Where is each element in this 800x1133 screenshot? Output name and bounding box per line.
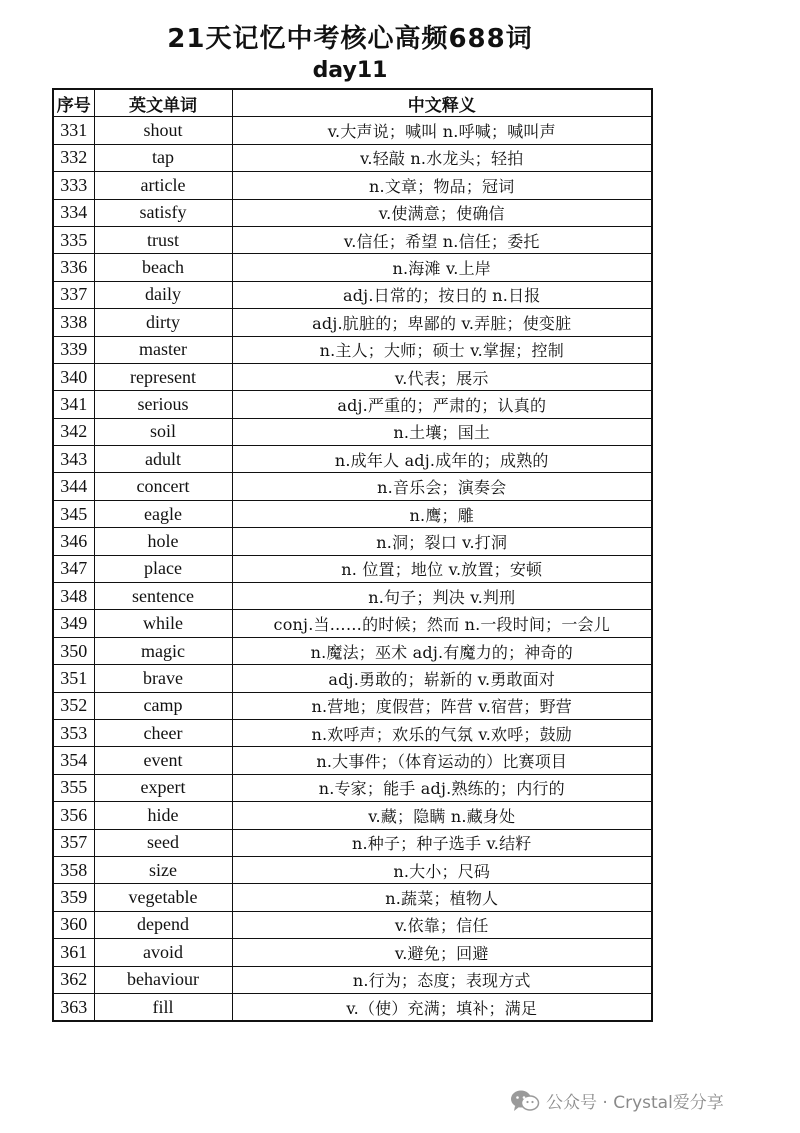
chinese-meaning: n.鹰；雕 bbox=[232, 500, 652, 527]
row-number: 350 bbox=[53, 637, 94, 664]
row-number: 341 bbox=[53, 391, 94, 418]
english-word: soil bbox=[94, 418, 232, 445]
chinese-meaning: n.海滩 v.上岸 bbox=[232, 254, 652, 281]
chinese-meaning: conj.当……的时候；然而 n.一段时间；一会儿 bbox=[232, 610, 652, 637]
row-number: 334 bbox=[53, 199, 94, 226]
table-row bbox=[53, 473, 652, 500]
english-word: beach bbox=[94, 254, 232, 281]
row-number: 344 bbox=[53, 473, 94, 500]
english-word: shout bbox=[94, 117, 232, 144]
table-row bbox=[53, 665, 652, 692]
chinese-meaning: n.欢呼声；欢乐的气氛 v.欢呼；鼓励 bbox=[232, 719, 652, 746]
chinese-meaning: v.（使）充满；填补；满足 bbox=[232, 993, 652, 1021]
english-word: represent bbox=[94, 363, 232, 390]
english-word: master bbox=[94, 336, 232, 363]
english-word: adult bbox=[94, 446, 232, 473]
row-number: 353 bbox=[53, 719, 94, 746]
row-number: 358 bbox=[53, 856, 94, 883]
table-row bbox=[53, 993, 652, 1021]
table-row bbox=[53, 446, 652, 473]
row-number: 352 bbox=[53, 692, 94, 719]
chinese-meaning: v.大声说；喊叫 n.呼喊；喊叫声 bbox=[232, 117, 652, 144]
chinese-meaning: n.洞；裂口 v.打洞 bbox=[232, 528, 652, 555]
chinese-meaning: adj.日常的；按日的 n.日报 bbox=[232, 281, 652, 308]
table-row bbox=[53, 336, 652, 363]
chinese-meaning: v.依靠；信任 bbox=[232, 911, 652, 938]
english-word: behaviour bbox=[94, 966, 232, 993]
table-row bbox=[53, 747, 652, 774]
header-number: 序号 bbox=[53, 89, 94, 117]
table-body bbox=[53, 117, 652, 1021]
table-row bbox=[53, 856, 652, 883]
table-row bbox=[53, 637, 652, 664]
english-word: size bbox=[94, 856, 232, 883]
english-word: fill bbox=[94, 993, 232, 1021]
row-number: 354 bbox=[53, 747, 94, 774]
row-number: 342 bbox=[53, 418, 94, 445]
table-row bbox=[53, 254, 652, 281]
row-number: 360 bbox=[53, 911, 94, 938]
table-row bbox=[53, 966, 652, 993]
table-row bbox=[53, 500, 652, 527]
table-row bbox=[53, 884, 652, 911]
chinese-meaning: n.主人；大师；硕士 v.掌握；控制 bbox=[232, 336, 652, 363]
english-word: seed bbox=[94, 829, 232, 856]
english-word: dirty bbox=[94, 309, 232, 336]
english-word: vegetable bbox=[94, 884, 232, 911]
table-row bbox=[53, 528, 652, 555]
table-row bbox=[53, 829, 652, 856]
chinese-meaning: n.魔法；巫术 adj.有魔力的；神奇的 bbox=[232, 637, 652, 664]
table-header-row bbox=[53, 89, 652, 117]
english-word: concert bbox=[94, 473, 232, 500]
chinese-meaning: n.土壤；国土 bbox=[232, 418, 652, 445]
row-number: 343 bbox=[53, 446, 94, 473]
row-number: 346 bbox=[53, 528, 94, 555]
row-number: 361 bbox=[53, 939, 94, 966]
english-word: hole bbox=[94, 528, 232, 555]
english-word: magic bbox=[94, 637, 232, 664]
table-row bbox=[53, 610, 652, 637]
table-row bbox=[53, 802, 652, 829]
row-number: 359 bbox=[53, 884, 94, 911]
table-row bbox=[53, 226, 652, 253]
table-row bbox=[53, 199, 652, 226]
table-row bbox=[53, 911, 652, 938]
chinese-meaning: n.蔬菜；植物人 bbox=[232, 884, 652, 911]
table-row bbox=[53, 418, 652, 445]
row-number: 357 bbox=[53, 829, 94, 856]
table-row bbox=[53, 555, 652, 582]
wechat-icon bbox=[510, 1089, 540, 1113]
table-row bbox=[53, 144, 652, 171]
row-number: 337 bbox=[53, 281, 94, 308]
chinese-meaning: n.专家；能手 adj.熟练的；内行的 bbox=[232, 774, 652, 801]
chinese-meaning: n.句子；判决 v.判刑 bbox=[232, 583, 652, 610]
chinese-meaning: v.避免；回避 bbox=[232, 939, 652, 966]
english-word: daily bbox=[94, 281, 232, 308]
english-word: while bbox=[94, 610, 232, 637]
table-row bbox=[53, 939, 652, 966]
table-row bbox=[53, 172, 652, 199]
chinese-meaning: v.藏；隐瞒 n.藏身处 bbox=[232, 802, 652, 829]
english-word: article bbox=[94, 172, 232, 199]
chinese-meaning: n.大小；尺码 bbox=[232, 856, 652, 883]
row-number: 349 bbox=[53, 610, 94, 637]
chinese-meaning: adj.勇敢的；崭新的 v.勇敢面对 bbox=[232, 665, 652, 692]
english-word: satisfy bbox=[94, 199, 232, 226]
table-row bbox=[53, 692, 652, 719]
chinese-meaning: adj.严重的；严肃的；认真的 bbox=[232, 391, 652, 418]
chinese-meaning: n.文章；物品；冠词 bbox=[232, 172, 652, 199]
chinese-meaning: n.音乐会；演奏会 bbox=[232, 473, 652, 500]
chinese-meaning: n.营地；度假营；阵营 v.宿营；野营 bbox=[232, 692, 652, 719]
table-row bbox=[53, 719, 652, 746]
english-word: eagle bbox=[94, 500, 232, 527]
chinese-meaning: v.代表；展示 bbox=[232, 363, 652, 390]
table-row bbox=[53, 391, 652, 418]
chinese-meaning: v.使满意；使确信 bbox=[232, 199, 652, 226]
english-word: cheer bbox=[94, 719, 232, 746]
row-number: 347 bbox=[53, 555, 94, 582]
header-chinese-meaning: 中文释义 bbox=[232, 89, 652, 117]
english-word: sentence bbox=[94, 583, 232, 610]
table-row bbox=[53, 281, 652, 308]
page-title: 21天记忆中考核心高频688词 bbox=[167, 24, 533, 54]
english-word: brave bbox=[94, 665, 232, 692]
chinese-meaning: n.种子；种子选手 v.结籽 bbox=[232, 829, 652, 856]
row-number: 335 bbox=[53, 226, 94, 253]
row-number: 356 bbox=[53, 802, 94, 829]
english-word: trust bbox=[94, 226, 232, 253]
english-word: event bbox=[94, 747, 232, 774]
chinese-meaning: v.信任；希望 n.信任；委托 bbox=[232, 226, 652, 253]
watermark bbox=[510, 1088, 724, 1113]
chinese-meaning: n. 位置；地位 v.放置；安顿 bbox=[232, 555, 652, 582]
chinese-meaning: n.行为；态度；表现方式 bbox=[232, 966, 652, 993]
watermark-text: 公众号 · Crystal爱分享 bbox=[546, 1093, 724, 1113]
page-subtitle: day11 bbox=[312, 58, 388, 83]
row-number: 348 bbox=[53, 583, 94, 610]
row-number: 355 bbox=[53, 774, 94, 801]
english-word: place bbox=[94, 555, 232, 582]
english-word: hide bbox=[94, 802, 232, 829]
chinese-meaning: n.成年人 adj.成年的；成熟的 bbox=[232, 446, 652, 473]
english-word: expert bbox=[94, 774, 232, 801]
english-word: camp bbox=[94, 692, 232, 719]
chinese-meaning: v.轻敲 n.水龙头；轻拍 bbox=[232, 144, 652, 171]
row-number: 331 bbox=[53, 117, 94, 144]
row-number: 338 bbox=[53, 309, 94, 336]
vocabulary-table bbox=[52, 88, 653, 1022]
row-number: 333 bbox=[53, 172, 94, 199]
row-number: 332 bbox=[53, 144, 94, 171]
header-english-word: 英文单词 bbox=[94, 89, 232, 117]
table-row bbox=[53, 309, 652, 336]
table-row bbox=[53, 774, 652, 801]
row-number: 362 bbox=[53, 966, 94, 993]
table-row bbox=[53, 117, 652, 144]
row-number: 336 bbox=[53, 254, 94, 281]
english-word: serious bbox=[94, 391, 232, 418]
table-row bbox=[53, 583, 652, 610]
chinese-meaning: adj.肮脏的；卑鄙的 v.弄脏；使变脏 bbox=[232, 309, 652, 336]
row-number: 339 bbox=[53, 336, 94, 363]
table-row bbox=[53, 363, 652, 390]
row-number: 345 bbox=[53, 500, 94, 527]
chinese-meaning: n.大事件；（体育运动的）比赛项目 bbox=[232, 747, 652, 774]
row-number: 340 bbox=[53, 363, 94, 390]
english-word: tap bbox=[94, 144, 232, 171]
row-number: 351 bbox=[53, 665, 94, 692]
english-word: depend bbox=[94, 911, 232, 938]
english-word: avoid bbox=[94, 939, 232, 966]
row-number: 363 bbox=[53, 993, 94, 1021]
